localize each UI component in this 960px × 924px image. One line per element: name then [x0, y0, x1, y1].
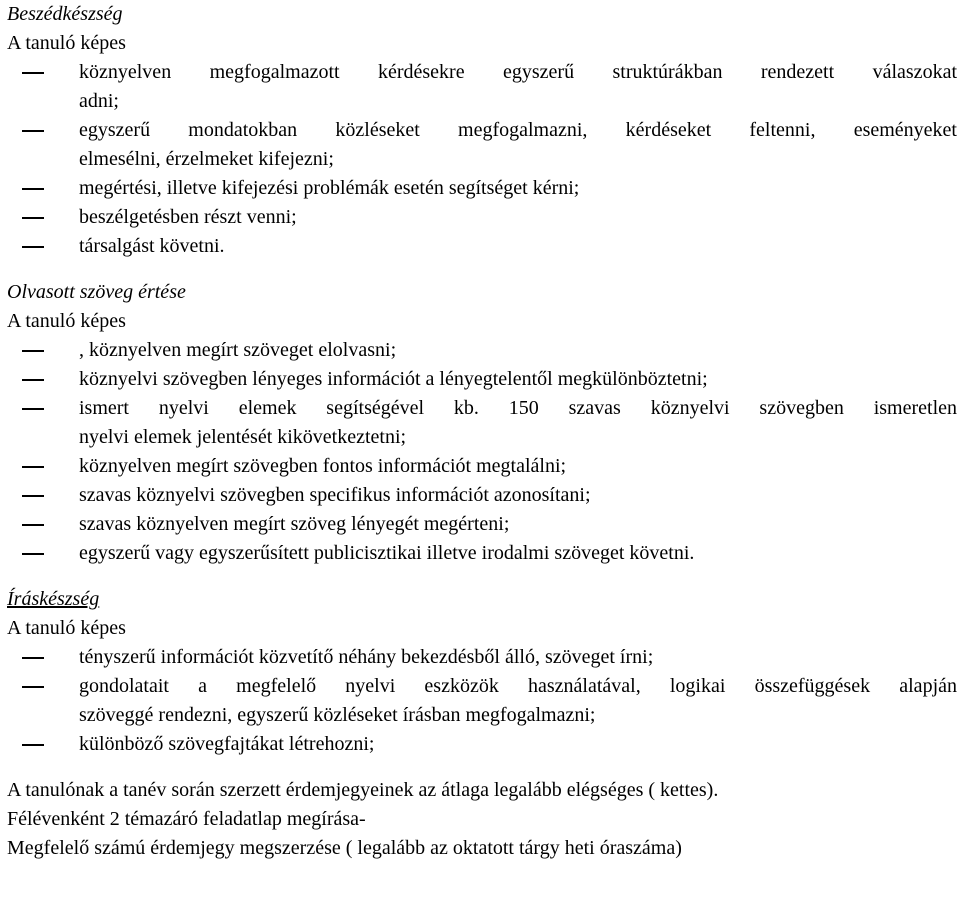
requirement-line: Félévenként 2 témazáró feladatlap megírása-: [7, 808, 366, 830]
list-item-text: egyszerű mondatokban közléseket megfogalmazni, kérdéseket feltenni, eseményeket: [79, 119, 957, 141]
requirement-line: A tanulónak a tanév során szerzett érdemjegyeinek az átlaga legalább elégséges ( kettes).: [7, 779, 719, 801]
list-item-text-continued: nyelvi elemek jelentését kikövetkeztetni;: [79, 426, 407, 448]
list-item-text: egyszerű vagy egyszerűsített publicisztikai illetve irodalmi szöveget követni.: [79, 542, 695, 564]
dash-bullet-icon: [22, 350, 44, 352]
document-page: [7, 0, 957, 863]
dash-bullet-icon: [22, 188, 44, 190]
list-item-text: megértési, illetve kifejezési problémák esetén segítséget kérni;: [79, 177, 580, 199]
list-item: [7, 174, 957, 203]
list-item: [7, 394, 957, 452]
dash-bullet-icon: [22, 524, 44, 526]
list-item: [7, 730, 957, 759]
section-intro: A tanuló képes: [7, 617, 126, 639]
list-item: [7, 643, 957, 672]
dash-bullet-icon: [22, 495, 44, 497]
list-item-text: szavas köznyelvi szövegben specifikus információt azonosítani;: [79, 484, 591, 506]
list-item-text: köznyelven megfogalmazott kérdésekre egyszerű struktúrákban rendezett válaszokat: [79, 61, 957, 83]
section-olvasott-szoveg-ertese: [7, 278, 957, 568]
list-item-text: , köznyelven megírt szöveget elolvasni;: [79, 339, 397, 361]
dash-bullet-icon: [22, 466, 44, 468]
list-item-text: szavas köznyelven megírt szöveg lényegét megérteni;: [79, 513, 510, 535]
section-beszedkeszseg: [7, 0, 957, 261]
list-item-text: ismert nyelvi elemek segítségével kb. 150 szavas köznyelvi szövegben ismeretlen: [79, 397, 957, 419]
dash-bullet-icon: [22, 246, 44, 248]
list-item: [7, 481, 957, 510]
dash-bullet-icon: [22, 408, 44, 410]
section-title: Beszédkészség: [7, 3, 123, 25]
list-item-text: köznyelven megírt szövegben fontos információt megtalálni;: [79, 455, 567, 477]
list-item-text-continued: szöveggé rendezni, egyszerű közléseket írásban megfogalmazni;: [79, 704, 596, 726]
dash-bullet-icon: [22, 657, 44, 659]
list-item: [7, 539, 957, 568]
section-title: Olvasott szöveg értése: [7, 281, 186, 303]
requirement-line: Megfelelő számú érdemjegy megszerzése ( legalább az oktatott tárgy heti óraszáma): [7, 837, 682, 859]
dash-bullet-icon: [22, 130, 44, 132]
list-item-text-continued: elmesélni, érzelmeket kifejezni;: [79, 148, 334, 170]
dash-bullet-icon: [22, 217, 44, 219]
list-item: [7, 203, 957, 232]
dash-bullet-icon: [22, 744, 44, 746]
dash-bullet-icon: [22, 686, 44, 688]
list-item: [7, 510, 957, 539]
list-item-text: társalgást követni.: [79, 235, 225, 257]
list-item: [7, 452, 957, 481]
list-item-text: tényszerű információt közvetítő néhány bekezdésből álló, szöveget írni;: [79, 646, 654, 668]
list-item: [7, 232, 957, 261]
section-intro: A tanuló képes: [7, 310, 126, 332]
section-intro: A tanuló képes: [7, 32, 126, 54]
section-title: Íráskészség: [7, 588, 100, 610]
dash-bullet-icon: [22, 379, 44, 381]
list-item: [7, 58, 957, 116]
list-item-text: köznyelvi szövegben lényeges információt a lényegtelentől megkülönböztetni;: [79, 368, 708, 390]
list-item-text: beszélgetésben részt venni;: [79, 206, 297, 228]
list-item: [7, 336, 957, 365]
requirements-paragraph: [7, 776, 957, 863]
list-item-text: gondolatait a megfelelő nyelvi eszközök használatával, logikai összefüggések alapján: [79, 675, 957, 697]
list-item: [7, 365, 957, 394]
list-item: [7, 116, 957, 174]
list-item: [7, 672, 957, 730]
section-iraskeszseg: [7, 585, 957, 759]
dash-bullet-icon: [22, 553, 44, 555]
list-item-text: különböző szövegfajtákat létrehozni;: [79, 733, 375, 755]
dash-bullet-icon: [22, 72, 44, 74]
list-item-text-continued: adni;: [79, 90, 119, 112]
